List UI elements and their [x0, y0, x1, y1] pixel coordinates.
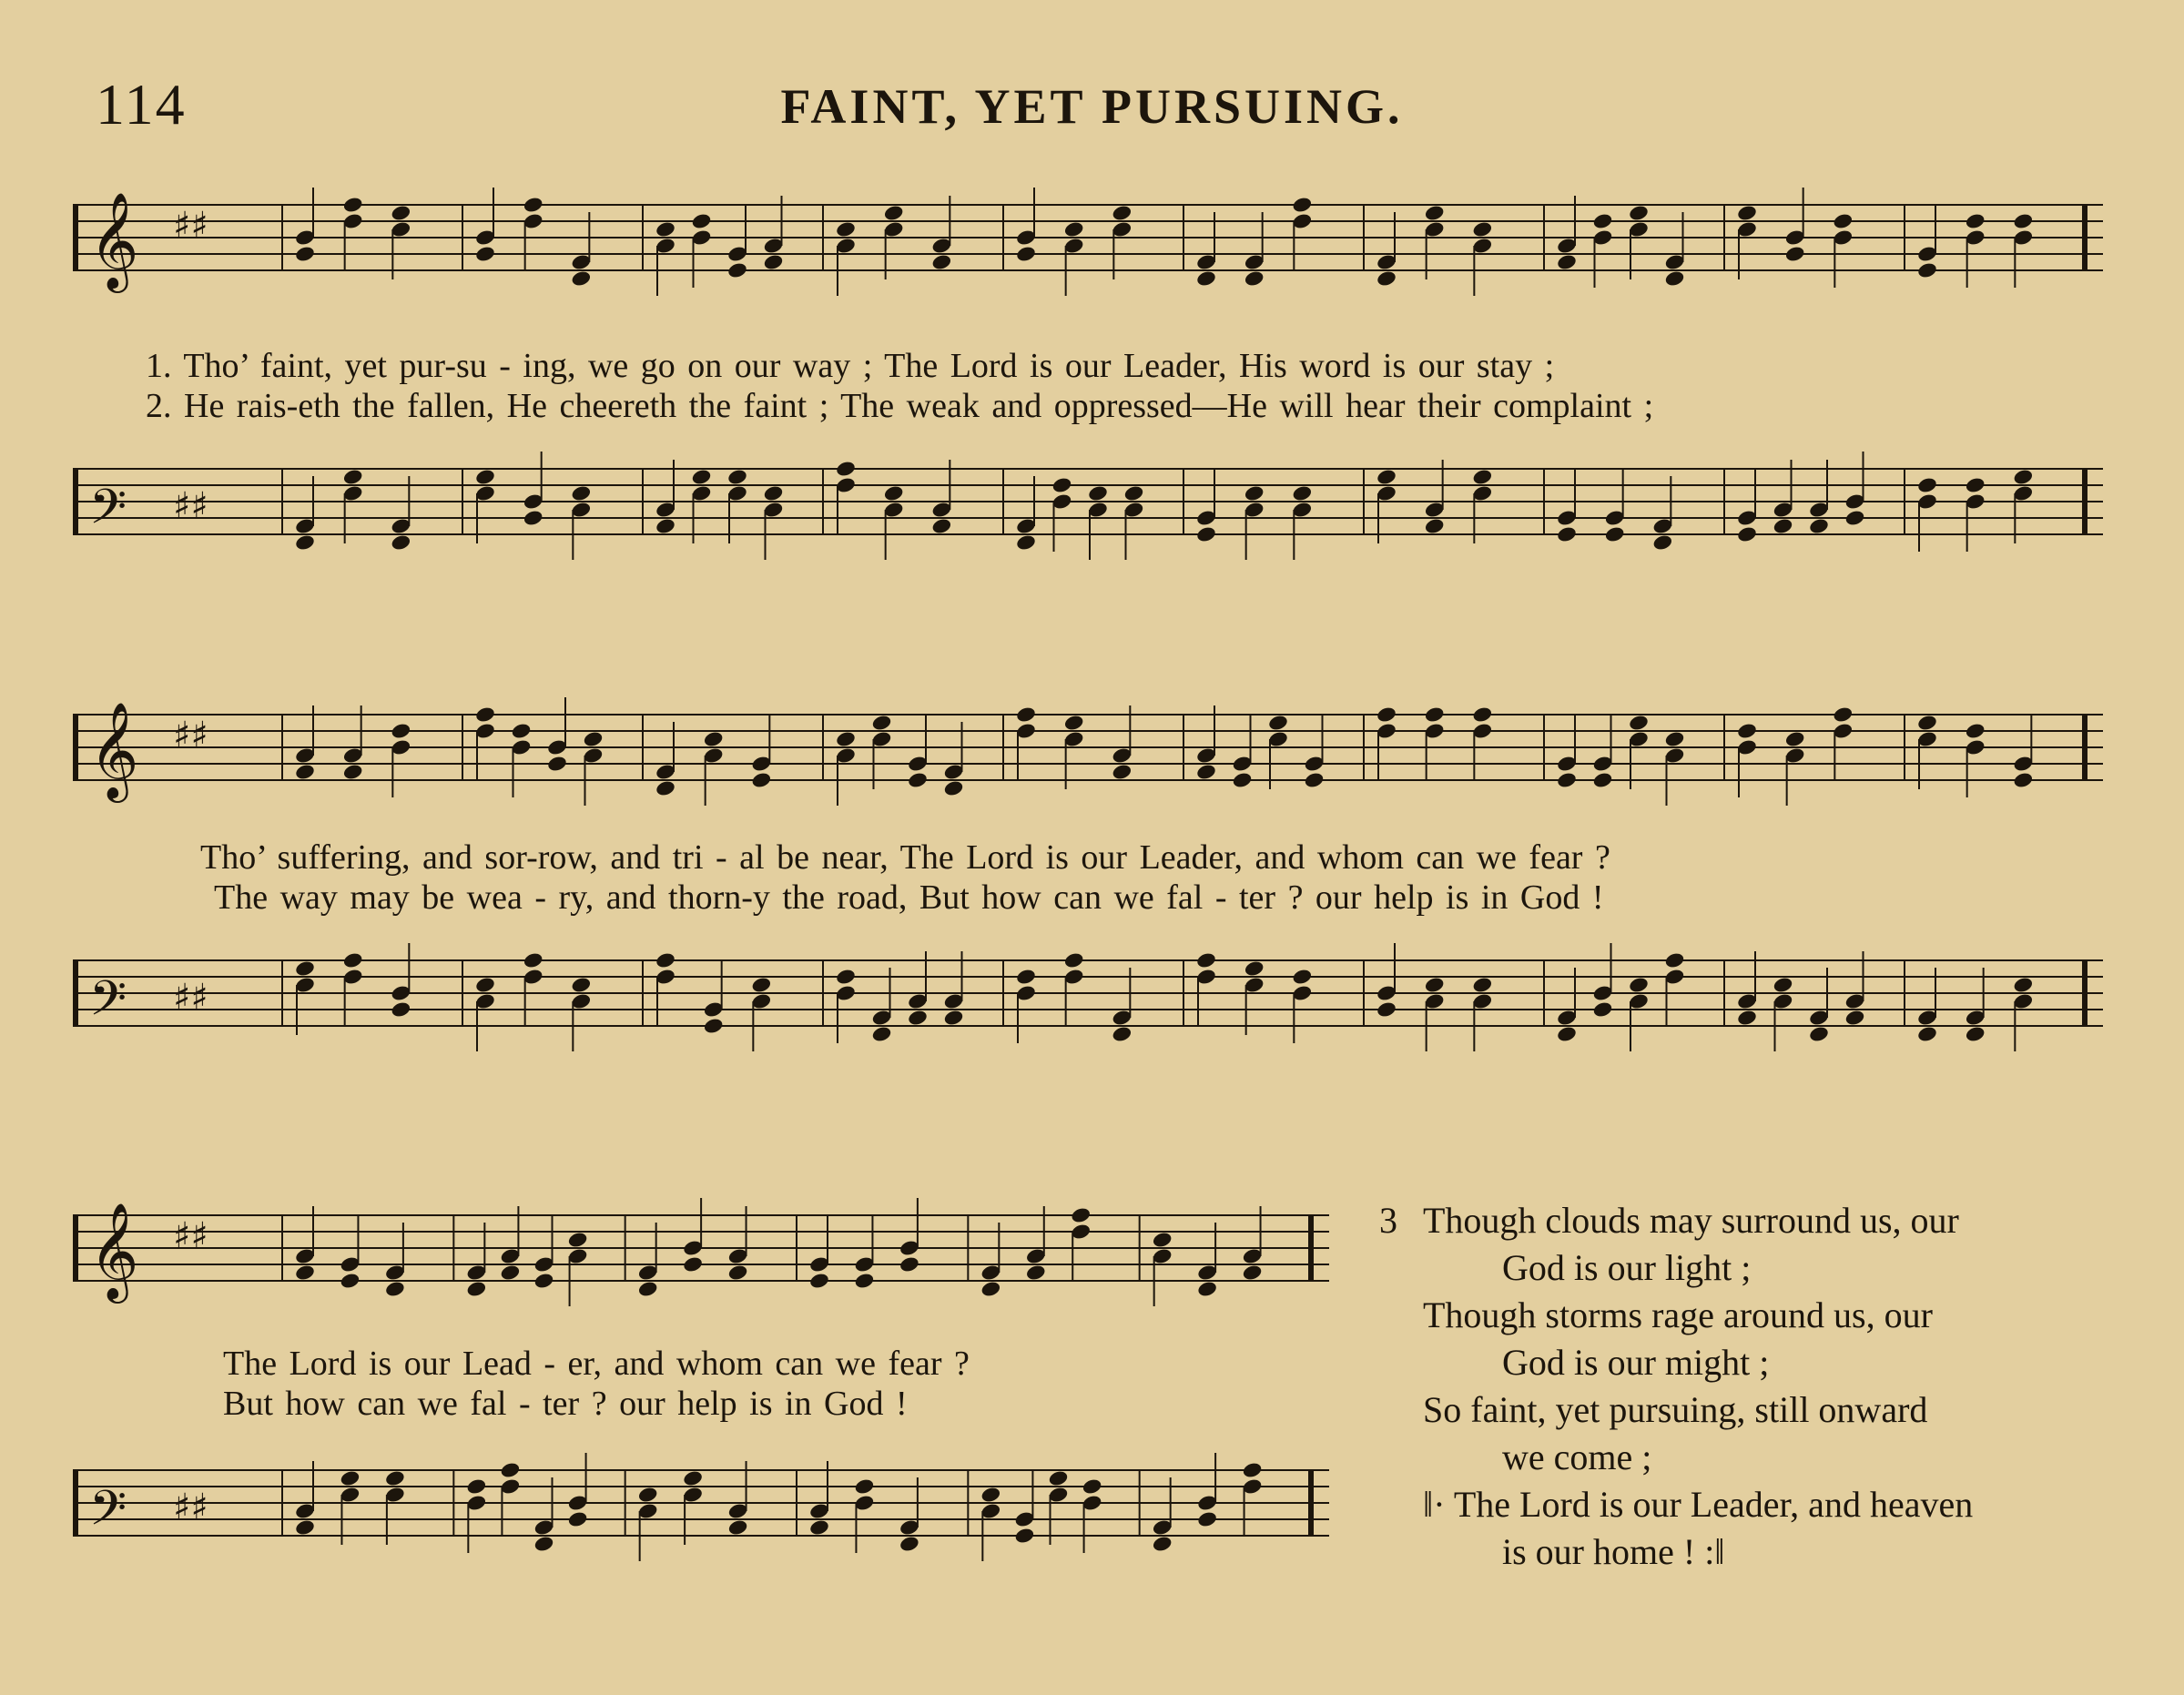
- note-head: [1015, 705, 1037, 724]
- lyric-line-verse-2: But how can we fal - ter ? our help is in God !: [223, 1385, 908, 1423]
- note-head: [1376, 705, 1397, 724]
- note-head: [1628, 976, 1650, 994]
- note-head: [1965, 212, 1986, 230]
- note-head: [567, 1510, 589, 1528]
- note-head: [1628, 204, 1650, 222]
- note-head: [1965, 722, 1986, 740]
- note-head: [751, 976, 773, 994]
- note-head: [1025, 1264, 1047, 1282]
- bass-staff: [73, 919, 2121, 1065]
- lyric-line-verse-1: The Lord is our Lead - er, and whom can we fear ?: [223, 1345, 970, 1383]
- treble-staff: [73, 674, 2121, 819]
- note-head: [294, 763, 316, 781]
- note-head: [567, 1231, 589, 1249]
- note-head: [1376, 1000, 1397, 1019]
- note-head: [835, 730, 857, 748]
- note-head: [1195, 269, 1217, 288]
- verse-3: [1379, 1197, 2126, 1576]
- note-head: [571, 976, 593, 994]
- verse-3-line: 3 Though clouds may surround us, our: [1379, 1197, 2126, 1244]
- note-head: [1063, 220, 1085, 239]
- lyric-line-verse-2: The way may be wea - ry, and thorn-y the road, But how can we fal - ter ? our help is in God !: [214, 878, 1604, 917]
- note-head: [1664, 269, 1686, 288]
- note-head: [571, 484, 593, 502]
- key-signature-icon: ♯♯: [173, 205, 208, 247]
- note-head: [466, 1477, 488, 1496]
- note-head: [1472, 705, 1494, 724]
- note-head: [384, 1280, 406, 1298]
- note-head: [523, 196, 544, 214]
- note-head: [1014, 1527, 1036, 1545]
- note-head: [1244, 959, 1265, 978]
- note-head: [1916, 1025, 1938, 1043]
- note-head: [1152, 1535, 1173, 1553]
- note-head: [726, 468, 748, 486]
- note-head: [384, 1469, 406, 1487]
- note-head: [294, 245, 316, 263]
- note-head: [835, 460, 857, 478]
- note-head: [294, 533, 316, 552]
- note-head: [1424, 517, 1446, 535]
- note-head: [340, 1272, 361, 1290]
- note-head: [1112, 204, 1133, 222]
- note-head: [1773, 517, 1794, 535]
- note-head: [907, 1009, 929, 1027]
- music-system-2: [73, 674, 2121, 1147]
- note-head: [1916, 476, 1938, 494]
- treble-clef-icon: 𝄞: [89, 1202, 139, 1299]
- note-head: [1808, 517, 1830, 535]
- note-head: [1196, 1510, 1218, 1528]
- system-bar: [73, 715, 78, 780]
- note-head: [474, 468, 496, 486]
- bass-staff: [73, 428, 2121, 573]
- note-head: [1267, 714, 1289, 732]
- note-head: [1195, 763, 1217, 781]
- note-head: [871, 714, 893, 732]
- note-head: [1051, 476, 1073, 494]
- note-head: [1628, 714, 1650, 732]
- note-head: [907, 771, 929, 789]
- note-head: [294, 959, 316, 978]
- note-head: [655, 517, 676, 535]
- note-head: [682, 1469, 704, 1487]
- note-head: [500, 1461, 522, 1479]
- note-head: [854, 1477, 876, 1496]
- note-head: [1376, 269, 1397, 288]
- note-head: [1916, 261, 1938, 279]
- note-head: [391, 722, 412, 740]
- note-head: [474, 976, 496, 994]
- note-head: [2013, 976, 2035, 994]
- note-head: [511, 722, 533, 740]
- note-head: [1112, 1025, 1133, 1043]
- music-system-1: [73, 164, 2121, 637]
- note-head: [1556, 525, 1578, 543]
- note-head: [2013, 771, 2035, 789]
- note-head: [1048, 1469, 1070, 1487]
- note-head: [1472, 468, 1494, 486]
- note-head: [1844, 509, 1866, 527]
- note-head: [474, 245, 496, 263]
- lyric-line-verse-1: 1. Tho’ faint, yet pur-su - ing, we go on our way ; The Lord is our Leader, His word is our stay ;: [146, 347, 1555, 385]
- note-head: [1082, 1477, 1103, 1496]
- note-head: [637, 1486, 659, 1504]
- note-head: [1070, 1206, 1092, 1224]
- note-head: [294, 1518, 316, 1537]
- note-head: [533, 1535, 555, 1553]
- note-head: [500, 1264, 522, 1282]
- note-head: [1736, 1009, 1758, 1027]
- note-head: [533, 1272, 555, 1290]
- note-head: [546, 755, 568, 773]
- note-head: [1592, 771, 1614, 789]
- note-head: [899, 1535, 920, 1553]
- note-head: [727, 1518, 749, 1537]
- note-head: [1833, 212, 1854, 230]
- note-head: [655, 779, 676, 797]
- note-head: [899, 1255, 920, 1274]
- lyric-line-verse-1: Tho’ suffering, and sor-row, and tri - al be near, The Lord is our Leader, and whom can we fear ?: [200, 838, 1610, 877]
- verse-3-line: God is our might ;: [1502, 1342, 1770, 1383]
- note-head: [1292, 484, 1314, 502]
- system-bar: [73, 205, 78, 270]
- bass-clef-icon: 𝄢: [89, 971, 127, 1039]
- treble-staff: [73, 164, 2121, 310]
- note-head: [1833, 705, 1854, 724]
- note-head: [474, 705, 496, 724]
- note-head: [1015, 968, 1037, 986]
- note-head: [1844, 1009, 1866, 1027]
- note-head: [682, 1255, 704, 1274]
- note-head: [2013, 468, 2035, 486]
- note-head: [466, 1280, 488, 1298]
- lyric-line-verse-2: 2. He rais-eth the fallen, He cheereth the faint ; The weak and oppressed—He will hear their complaint ;: [146, 387, 1654, 425]
- note-head: [1664, 730, 1686, 748]
- note-head: [637, 1280, 659, 1298]
- note-head: [391, 533, 412, 552]
- note-head: [883, 484, 905, 502]
- note-head: [726, 261, 748, 279]
- note-head: [808, 1272, 830, 1290]
- note-head: [391, 204, 412, 222]
- note-head: [808, 1518, 830, 1537]
- note-head: [1424, 204, 1446, 222]
- note-head: [571, 269, 593, 288]
- verse-3-line: God is our light ;: [1502, 1247, 1752, 1288]
- note-head: [1965, 1025, 1986, 1043]
- note-head: [1152, 1231, 1173, 1249]
- note-head: [342, 196, 364, 214]
- music-system-3: [73, 1174, 1347, 1648]
- note-head: [1292, 196, 1314, 214]
- note-head: [835, 220, 857, 239]
- note-head: [1736, 525, 1758, 543]
- verse-3-line: Though storms rage around us, our: [1423, 1294, 1933, 1335]
- note-head: [1195, 525, 1217, 543]
- hymn-title: FAINT, YET PURSUING.: [780, 79, 1404, 134]
- treble-staff: [73, 1174, 1347, 1320]
- note-head: [1232, 771, 1254, 789]
- note-head: [1304, 771, 1326, 789]
- treble-clef-icon: 𝄞: [89, 191, 139, 289]
- note-head: [703, 1017, 725, 1035]
- note-head: [1244, 484, 1265, 502]
- note-head: [703, 730, 725, 748]
- note-head: [1123, 484, 1145, 502]
- note-head: [980, 1486, 1002, 1504]
- note-head: [1242, 1461, 1264, 1479]
- note-head: [1242, 1264, 1264, 1282]
- verse-3-line: is our home ! :‖: [1502, 1531, 1725, 1572]
- system-bar: [73, 469, 78, 534]
- note-head: [1808, 1025, 1830, 1043]
- note-head: [1472, 976, 1494, 994]
- note-head: [727, 1264, 749, 1282]
- note-head: [871, 1025, 893, 1043]
- verse-3-line: ‖· The Lord is our Leader, and heaven: [1423, 1484, 1974, 1525]
- note-head: [1652, 533, 1674, 552]
- page-number: 114: [96, 72, 187, 137]
- note-head: [1592, 212, 1614, 230]
- note-head: [655, 220, 676, 239]
- system-bar: [73, 1215, 78, 1281]
- treble-clef-icon: 𝄞: [89, 701, 139, 798]
- note-head: [1063, 714, 1085, 732]
- note-head: [1015, 245, 1037, 263]
- note-head: [931, 253, 953, 271]
- bass-staff: [73, 1429, 1347, 1575]
- verse-3-line: we come ;: [1502, 1436, 1652, 1477]
- note-head: [1292, 968, 1314, 986]
- note-head: [1784, 245, 1806, 263]
- note-head: [1112, 763, 1133, 781]
- key-signature-icon: ♯♯: [173, 1215, 208, 1257]
- note-head: [980, 1280, 1002, 1298]
- note-head: [342, 468, 364, 486]
- note-head: [854, 1272, 876, 1290]
- note-head: [1784, 730, 1806, 748]
- note-head: [523, 509, 544, 527]
- note-head: [523, 951, 544, 969]
- note-head: [1195, 951, 1217, 969]
- bass-clef-icon: 𝄢: [89, 1481, 127, 1548]
- verse-number: 3: [1379, 1200, 1397, 1241]
- note-head: [751, 771, 773, 789]
- note-head: [1556, 253, 1578, 271]
- note-head: [1556, 771, 1578, 789]
- note-head: [1063, 951, 1085, 969]
- note-head: [342, 763, 364, 781]
- note-head: [835, 968, 857, 986]
- note-head: [1736, 204, 1758, 222]
- note-head: [1965, 476, 1986, 494]
- system-bar: [73, 960, 78, 1026]
- note-head: [294, 1264, 316, 1282]
- note-head: [1376, 468, 1397, 486]
- note-head: [1424, 705, 1446, 724]
- key-signature-icon: ♯♯: [173, 1487, 208, 1528]
- note-head: [1424, 976, 1446, 994]
- key-signature-icon: ♯♯: [173, 977, 208, 1019]
- note-head: [1244, 269, 1265, 288]
- note-head: [691, 468, 713, 486]
- note-head: [763, 253, 785, 271]
- note-head: [2013, 212, 2035, 230]
- key-signature-icon: ♯♯: [173, 485, 208, 527]
- note-head: [1472, 220, 1494, 239]
- note-head: [1087, 484, 1109, 502]
- note-head: [1604, 525, 1626, 543]
- note-head: [1664, 951, 1686, 969]
- note-head: [931, 517, 953, 535]
- note-head: [342, 951, 364, 969]
- note-head: [340, 1469, 361, 1487]
- note-head: [1916, 714, 1938, 732]
- system-bar: [73, 1470, 78, 1536]
- note-head: [1556, 1025, 1578, 1043]
- bass-clef-icon: 𝄢: [89, 480, 127, 547]
- note-head: [1015, 533, 1037, 552]
- note-head: [943, 779, 965, 797]
- note-head: [763, 484, 785, 502]
- note-head: [1592, 1000, 1614, 1019]
- note-head: [391, 1000, 412, 1019]
- note-head: [583, 730, 604, 748]
- note-head: [655, 951, 676, 969]
- note-head: [691, 212, 713, 230]
- verse-3-line: So faint, yet pursuing, still onward: [1423, 1389, 1928, 1430]
- note-head: [1196, 1280, 1218, 1298]
- note-head: [1736, 722, 1758, 740]
- note-head: [943, 1009, 965, 1027]
- note-head: [883, 204, 905, 222]
- key-signature-icon: ♯♯: [173, 715, 208, 756]
- note-head: [1773, 976, 1794, 994]
